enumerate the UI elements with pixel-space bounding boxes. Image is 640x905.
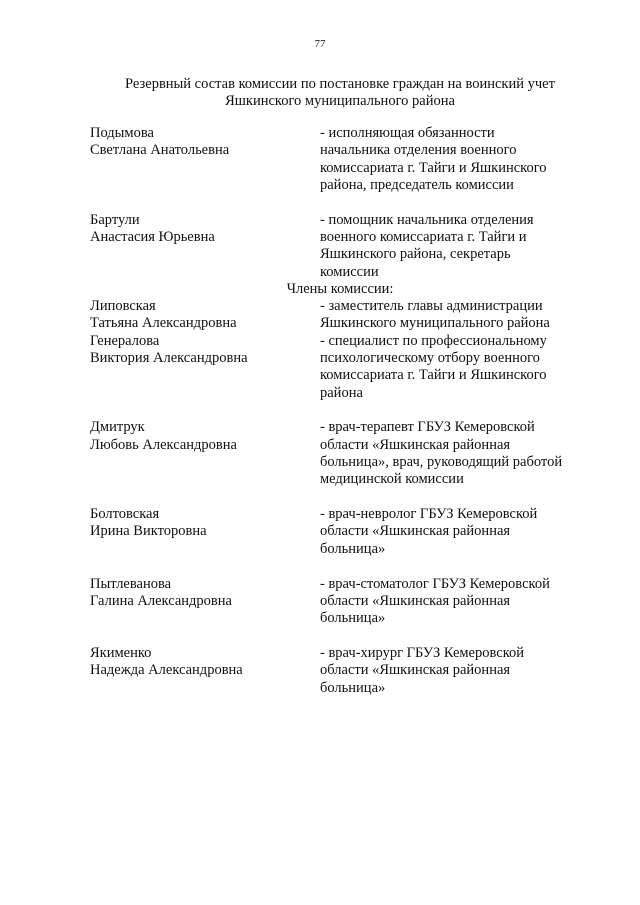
role-line: области «Яшкинская районная bbox=[320, 592, 511, 609]
surname: Генералова bbox=[90, 332, 160, 349]
person-name bbox=[90, 125, 310, 160]
given-names: Анастасия Юрьевна bbox=[90, 228, 215, 245]
role-line: - врач-хирург ГБУЗ Кемеровской bbox=[320, 644, 525, 661]
role-line: - врач-стоматолог ГБУЗ Кемеровской bbox=[320, 575, 550, 592]
role-line: начальника отделения военного bbox=[320, 142, 517, 159]
role-line: области «Яшкинская районная bbox=[320, 662, 511, 679]
role-line: медицинской комиссии bbox=[320, 471, 464, 488]
surname: Якименко bbox=[90, 644, 152, 661]
surname: Болтовская bbox=[90, 506, 160, 523]
person-name bbox=[90, 645, 310, 680]
members-list bbox=[90, 298, 600, 697]
role-line: комиссариата г. Тайги и Яшкинского bbox=[320, 367, 547, 384]
title-line-1: Резервный состав комиссии по постановке граждан на воинский учет bbox=[125, 76, 555, 92]
given-names: Виктория Александровна bbox=[90, 350, 248, 367]
role-line: - врач-терапевт ГБУЗ Кемеровской bbox=[320, 419, 535, 436]
role-line: района bbox=[320, 384, 363, 401]
role-line: психологическому отбору военного bbox=[320, 350, 540, 367]
page-number: 77 bbox=[314, 38, 326, 50]
given-names: Надежда Александровна bbox=[90, 662, 243, 679]
role-line: комиссии bbox=[320, 263, 379, 280]
members-heading: Члены комиссии: bbox=[286, 280, 394, 297]
role-line: больница» bbox=[320, 540, 386, 557]
given-names: Галина Александровна bbox=[90, 592, 232, 609]
person-name bbox=[90, 333, 310, 368]
person-entry bbox=[90, 506, 600, 558]
leadership-list bbox=[90, 125, 600, 281]
given-names: Татьяна Александровна bbox=[90, 315, 237, 332]
person-role bbox=[320, 298, 610, 333]
person-entry bbox=[90, 419, 600, 488]
commission-roster bbox=[90, 125, 600, 697]
surname: Пытлеванова bbox=[90, 575, 172, 592]
role-line: - исполняющая обязанности bbox=[320, 125, 495, 141]
person-name bbox=[90, 576, 310, 611]
role-line: военного комиссариата г. Тайги и bbox=[320, 228, 527, 245]
given-names: Светлана Анатольевна bbox=[90, 142, 230, 159]
person-name bbox=[90, 298, 310, 333]
person-role bbox=[320, 506, 610, 558]
person-name bbox=[90, 419, 310, 454]
role-line: больница» bbox=[320, 610, 386, 627]
title-line-2: Яшкинского муниципального района bbox=[225, 93, 455, 109]
role-line: больница» bbox=[320, 679, 386, 696]
given-names: Ирина Викторовна bbox=[90, 523, 207, 540]
person-role bbox=[320, 645, 610, 697]
person-entry bbox=[90, 645, 600, 697]
person-role bbox=[320, 419, 610, 488]
given-names: Любовь Александровна bbox=[90, 436, 237, 453]
person-entry bbox=[90, 125, 600, 194]
person-entry bbox=[90, 576, 600, 628]
person-role bbox=[320, 576, 610, 628]
role-line: - заместитель главы администрации bbox=[320, 298, 543, 315]
role-line: области «Яшкинская районная bbox=[320, 523, 511, 540]
role-line: больница», врач, руководящий работой bbox=[320, 454, 563, 471]
role-line: - специалист по профессиональному bbox=[320, 332, 547, 349]
role-line: области «Яшкинская районная bbox=[320, 436, 511, 453]
person-entry bbox=[90, 333, 600, 402]
person-entry bbox=[90, 212, 600, 281]
surname: Бартули bbox=[90, 211, 140, 228]
role-line: - помощник начальника отделения bbox=[320, 211, 534, 228]
person-entry bbox=[90, 298, 600, 333]
person-role bbox=[320, 333, 610, 402]
surname: Липовская bbox=[90, 298, 156, 315]
person-role bbox=[320, 125, 610, 194]
role-line: - врач-невролог ГБУЗ Кемеровской bbox=[320, 506, 538, 523]
document-title bbox=[90, 76, 590, 110]
surname: Дмитрук bbox=[90, 419, 145, 436]
role-line: района, председатель комиссии bbox=[320, 176, 514, 193]
person-role bbox=[320, 212, 610, 281]
role-line: Яшкинского муниципального района bbox=[320, 315, 550, 332]
role-line: Яшкинского района, секретарь bbox=[320, 246, 511, 263]
person-name bbox=[90, 506, 310, 541]
role-line: комиссариата г. Тайги и Яшкинского bbox=[320, 159, 547, 176]
person-name bbox=[90, 212, 310, 247]
surname: Подымова bbox=[90, 125, 154, 141]
